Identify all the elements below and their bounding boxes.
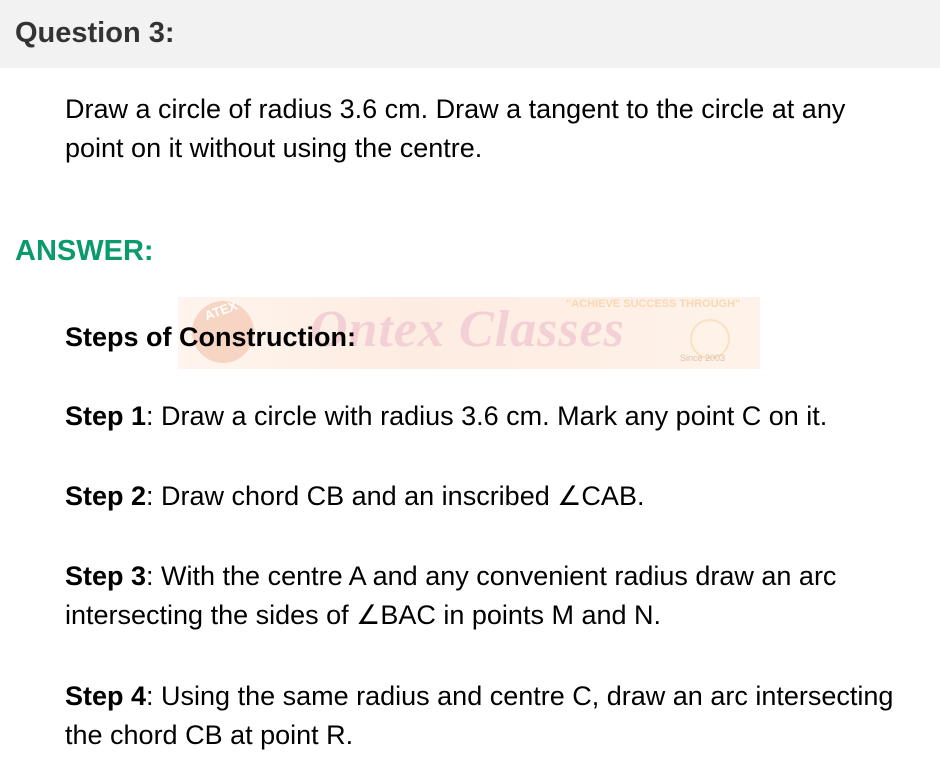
step-3-text: : With the centre A and any convenient radius draw an arc intersecting the sides of ∠BAC in points M and N. xyxy=(65,561,837,630)
question-title: Question 3: xyxy=(15,17,175,49)
step-2 xyxy=(65,477,925,516)
watermark-since: Since 2003 xyxy=(680,353,726,363)
step-3-label: Step 3 xyxy=(65,561,147,591)
step-4-label: Step 4 xyxy=(65,681,147,711)
question-header xyxy=(0,0,940,68)
steps-title: Steps of Construction: xyxy=(65,322,356,352)
step-2-text: : Draw chord CB and an inscribed ∠CAB. xyxy=(146,481,645,511)
step-1-text: : Draw a circle with radius 3.6 cm. Mark any point C on it. xyxy=(146,401,828,431)
step-1-label: Step 1 xyxy=(65,401,147,431)
answer-title: ANSWER: xyxy=(15,235,154,267)
watermark-brand: Ontex Classes xyxy=(310,301,625,358)
step-4 xyxy=(65,677,925,755)
step-4-text: : Using the same radius and centre C, draw an arc intersecting the chord CB at point R. xyxy=(65,681,894,750)
question-text: Draw a circle of radius 3.6 cm. Draw a tangent to the circle at any point on it without using the centre. xyxy=(65,94,846,163)
step-3 xyxy=(65,557,925,635)
step-1 xyxy=(65,397,925,436)
watermark-emblem-text: ATEX xyxy=(202,297,240,324)
step-2-label: Step 2 xyxy=(65,481,147,511)
watermark-tagline: "ACHIEVE SUCCESS THROUGH" xyxy=(566,298,741,310)
